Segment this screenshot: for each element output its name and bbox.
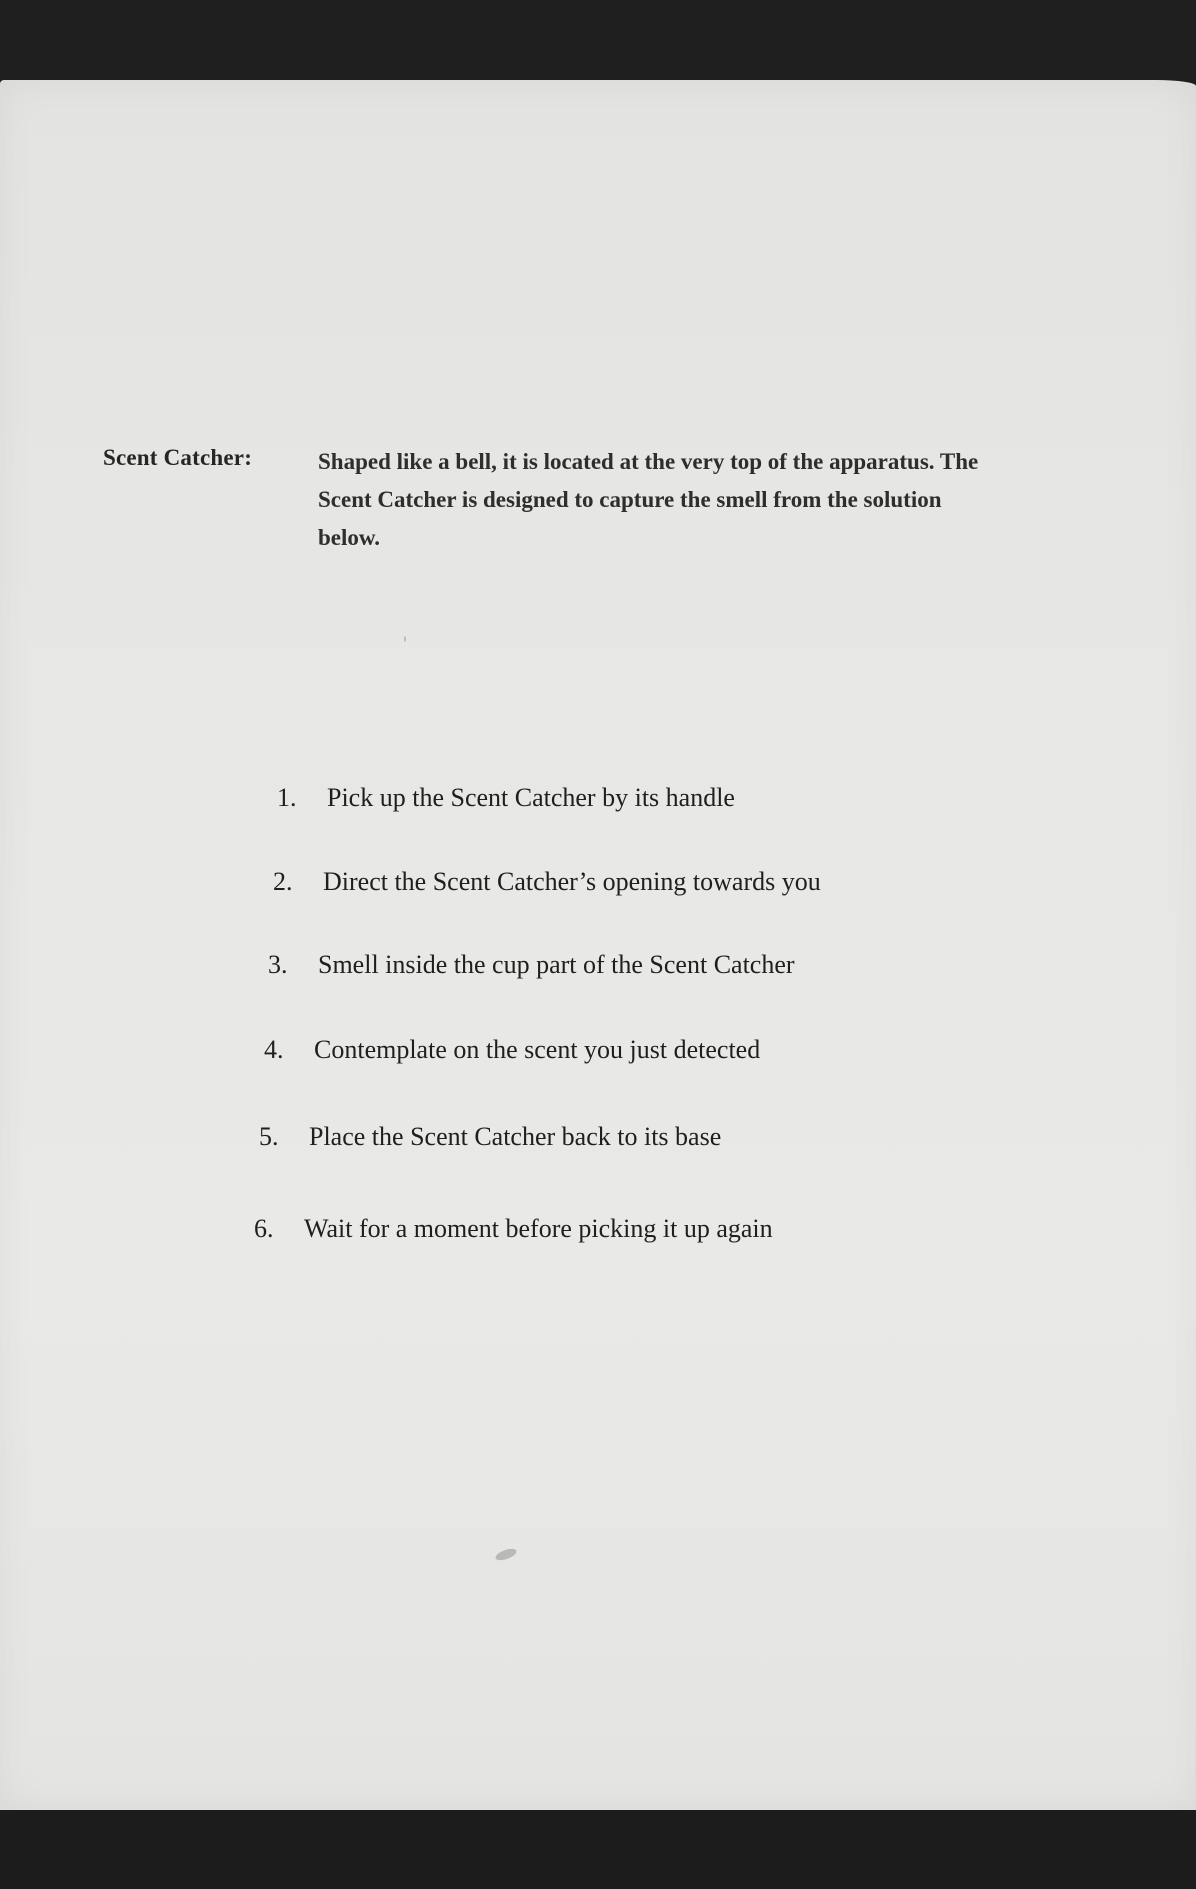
paper-speck [404, 636, 406, 642]
paper-speck [494, 1547, 518, 1563]
list-item [264, 1035, 760, 1065]
step-text: Direct the Scent Catcher’s opening towards you [323, 867, 821, 896]
step-text: Smell inside the cup part of the Scent Catcher [318, 950, 795, 979]
step-text: Place the Scent Catcher back to its base [309, 1122, 722, 1151]
step-text: Wait for a moment before picking it up again [304, 1214, 773, 1243]
list-item [254, 1214, 773, 1244]
step-number: 5. [259, 1122, 279, 1151]
step-number: 4. [264, 1035, 284, 1064]
definition-line: Scent Catcher is designed to capture the smell from the solution [318, 487, 942, 512]
list-item [273, 867, 821, 897]
step-number: 2. [273, 867, 293, 896]
list-item [268, 950, 795, 980]
bottom-background [0, 1810, 1196, 1889]
definition-line: below. [318, 525, 380, 550]
paper-sheet [0, 80, 1196, 1810]
step-number: 1. [277, 783, 297, 812]
definition-line: Shaped like a bell, it is located at the very top of the apparatus. The [318, 449, 979, 474]
step-number: 6. [254, 1214, 274, 1243]
definition-term: Scent Catcher: [103, 445, 253, 470]
step-number: 3. [268, 950, 288, 979]
list-item [259, 1122, 721, 1152]
definition-body [318, 443, 1078, 557]
definition-block [0, 0, 1196, 550]
step-text: Pick up the Scent Catcher by its handle [327, 783, 735, 812]
step-text: Contemplate on the scent you just detected [314, 1035, 761, 1064]
list-item [277, 783, 735, 813]
